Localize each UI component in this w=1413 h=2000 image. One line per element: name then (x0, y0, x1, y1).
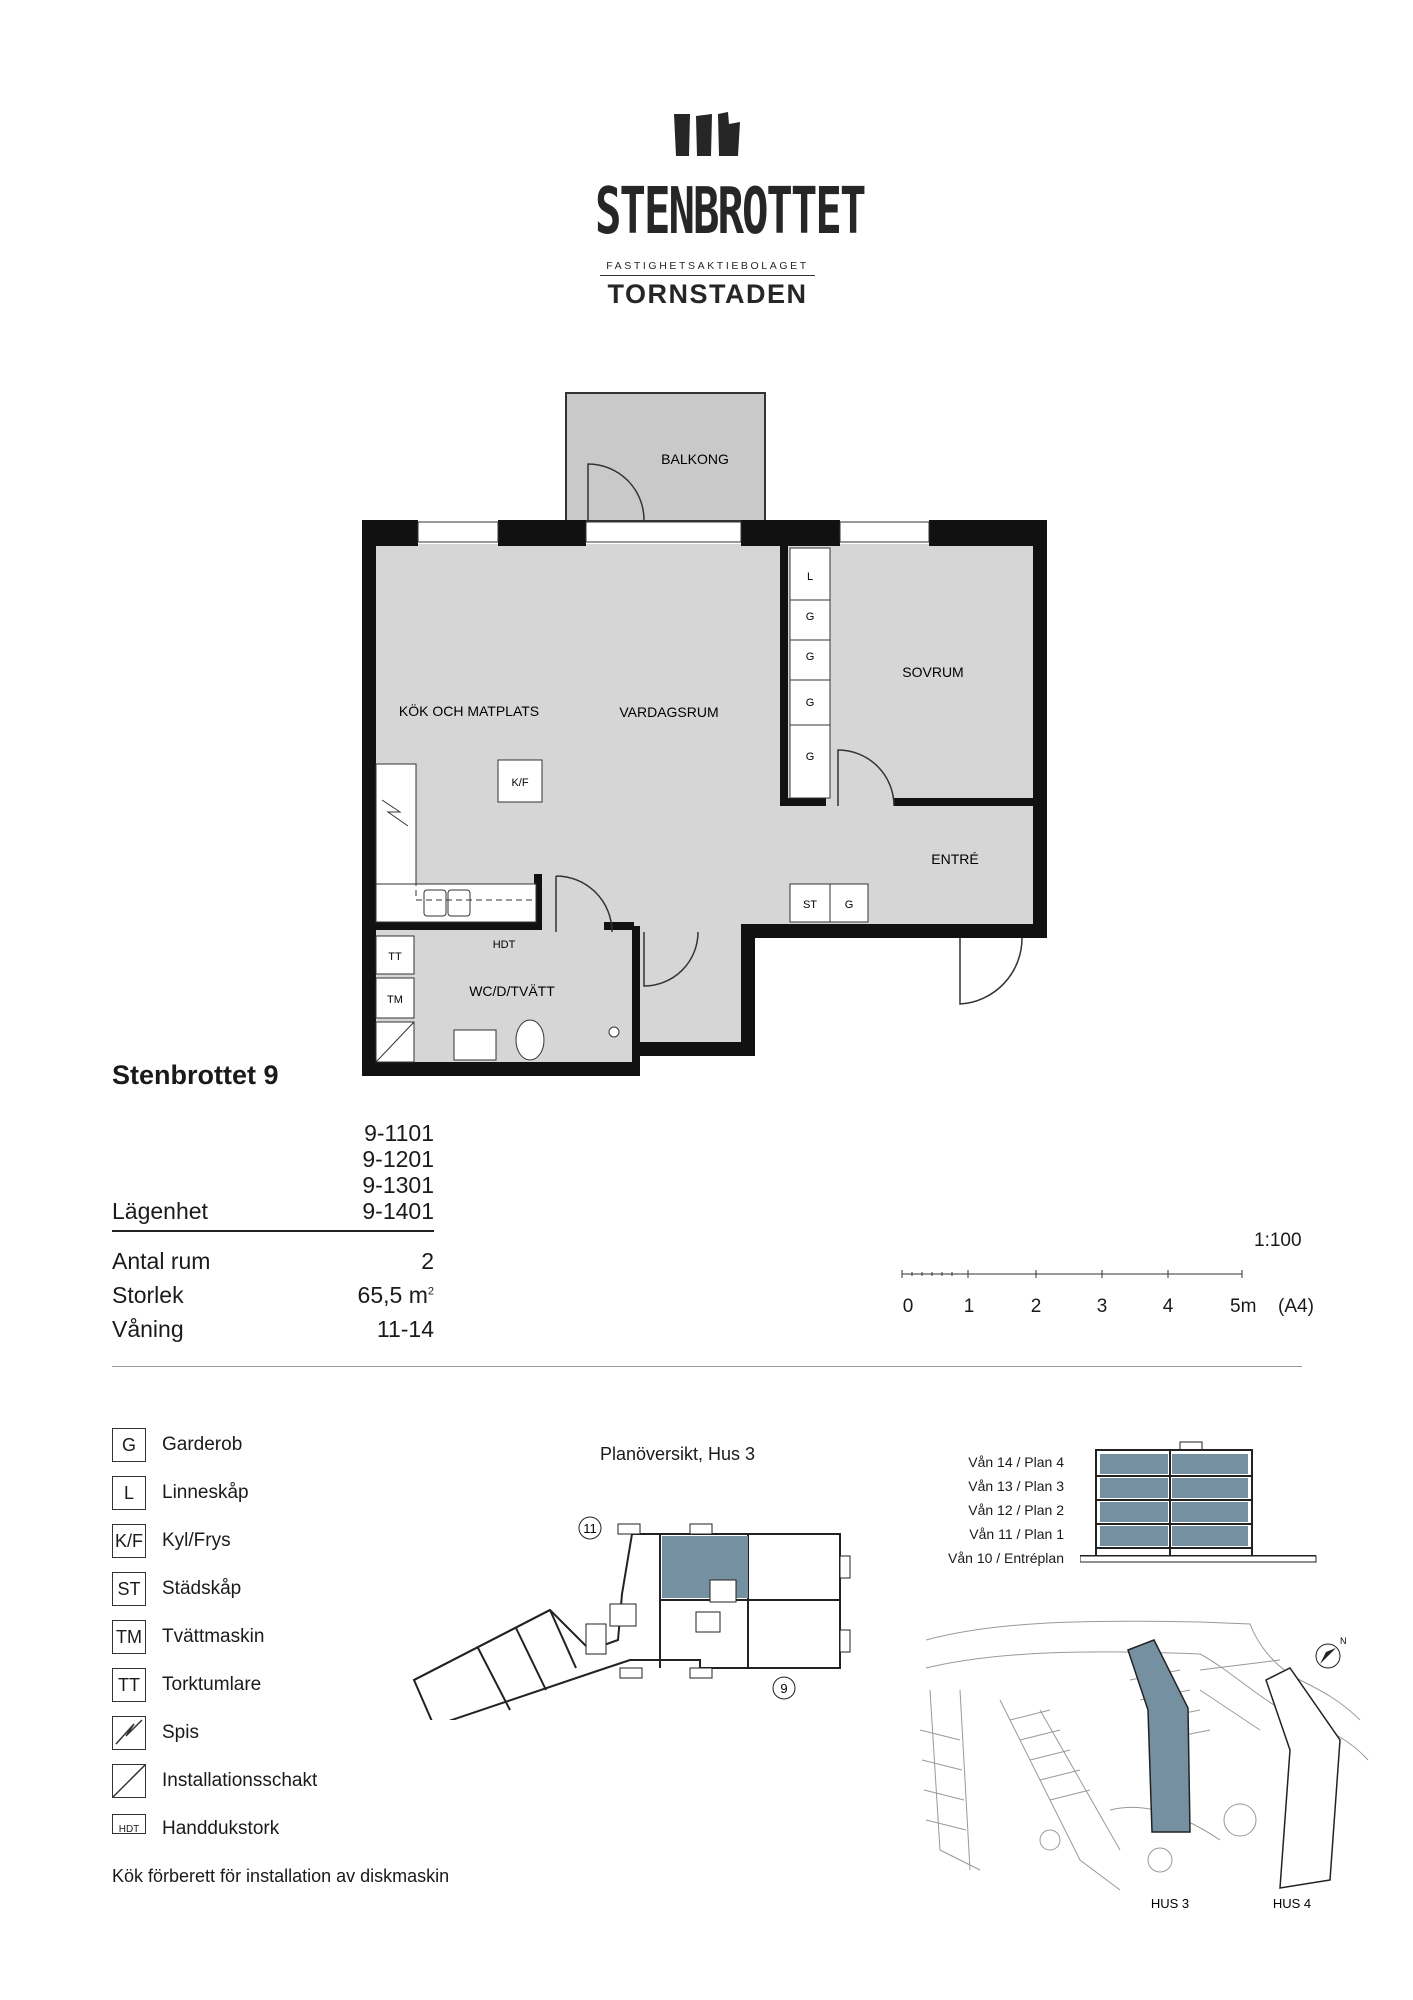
scale-tick-1: 1 (963, 1296, 975, 1317)
balcony-label: BALKONG (661, 451, 729, 467)
apartment-number-4: 9-1401 (362, 1198, 434, 1224)
apartment-number-2: 9-1201 (362, 1146, 434, 1172)
scale-tick-2: 2 (1030, 1296, 1042, 1317)
site-hus3-building (1128, 1640, 1190, 1832)
site-hus4-label: HUS 4 (1272, 1896, 1312, 1911)
logo-brand: TORNSTADEN (607, 279, 808, 309)
linen-label: L (806, 571, 814, 583)
legend-label-handdukstork: Handdukstork (162, 1818, 280, 1839)
entry-wardrobe-label: G (844, 899, 854, 911)
info-divider (112, 1230, 434, 1232)
apartment-info (0, 1120, 434, 1360)
section-divider (112, 1366, 1302, 1367)
section-floor-14: Vån 14 / Plan 4 (968, 1454, 1064, 1470)
overview-title: Planöversikt, Hus 3 (600, 1444, 756, 1464)
overview-marker-9-label: 9 (780, 1681, 788, 1696)
legend-symbol-handdukstork: HDT (112, 1814, 146, 1834)
wardrobe-label-1: G (805, 611, 815, 623)
overview-marker-11-label: 11 (583, 1521, 597, 1536)
kitchen-note: Kök förberett för installation av diskmaskin (112, 1866, 450, 1886)
section-floor-13: Vån 13 / Plan 3 (968, 1478, 1064, 1494)
legend-symbol-kylfrys: K/F (112, 1524, 146, 1558)
legend-label-kylfrys: Kyl/Frys (162, 1530, 231, 1551)
washer-label: TM (387, 994, 403, 1006)
apartment-label: Lägenhet (112, 1198, 208, 1224)
windows (418, 522, 929, 542)
size-value: 65,5 m (357, 1282, 428, 1308)
size-unit-sup: 2 (427, 1285, 434, 1298)
legend-symbol-tvattmaskin: TM (112, 1620, 146, 1654)
legend-symbol-linneskap: L (112, 1476, 146, 1510)
north-arrow-icon (1316, 1644, 1340, 1668)
entry-door (960, 938, 1022, 1004)
apartment-number-1: 9-1101 (364, 1120, 434, 1146)
entry-label: ENTRÉ (931, 851, 979, 867)
floor-value: 11-14 (376, 1316, 434, 1342)
apartment-number-3: 9-1301 (362, 1172, 434, 1198)
section-floor-12: Vån 12 / Plan 2 (968, 1502, 1064, 1518)
legend-label-garderob: Garderob (162, 1434, 243, 1455)
legend-symbol-garderob: G (112, 1428, 146, 1462)
scale-paper: (A4) (1278, 1296, 1314, 1317)
floor-label: Våning (112, 1316, 184, 1342)
shaft-icon (112, 1764, 146, 1798)
size-value-wrap (358, 1282, 434, 1309)
legend-symbol-torktumlare: TT (112, 1668, 146, 1702)
wc-label: WC/D/TVÄTT (469, 983, 555, 999)
scale-tick-0: 0 (902, 1296, 914, 1317)
property-title: Stenbrottet 9 (112, 1060, 279, 1090)
scale-bar (890, 1262, 1250, 1286)
fridge-label: K/F (511, 777, 529, 789)
logo-name: STENBROTTET (595, 175, 865, 249)
section-floor-10: Vån 10 / Entréplan (948, 1550, 1064, 1566)
scale-tick-4: 4 (1162, 1296, 1174, 1317)
dryer-label: TT (388, 951, 402, 963)
scale-tick-5: 5m (1230, 1296, 1257, 1317)
north-label: N (1340, 1636, 1347, 1646)
bedroom-label: SOVRUM (902, 664, 964, 680)
cleaning-cabinet-label: ST (802, 899, 818, 911)
stove-icon (112, 1716, 146, 1750)
site-hus4-building (1266, 1668, 1340, 1888)
kitchen-label: KÖK OCH MATPLATS (398, 703, 540, 719)
section-floor-11: Vån 11 / Plan 1 (969, 1526, 1064, 1542)
wardrobe-label-4: G (805, 751, 815, 763)
site-plan (900, 1610, 1380, 1930)
rooms-label: Antal rum (112, 1248, 211, 1274)
legend-label-spis: Spis (162, 1722, 199, 1743)
wardrobe-label-2: G (805, 651, 815, 663)
scale-ratio: 1:100 (1254, 1230, 1302, 1251)
rooms-value: 2 (421, 1248, 434, 1274)
size-label: Storlek (112, 1282, 184, 1308)
legend-label-schakt: Installationsschakt (162, 1770, 318, 1791)
legend-label-torktumlare: Torktumlare (162, 1674, 262, 1695)
legend-label-stadskap: Städskåp (162, 1578, 242, 1599)
site-hus3-label: HUS 3 (1150, 1896, 1190, 1911)
legend-symbol-stadskap: ST (112, 1572, 146, 1606)
legend-label-linneskap: Linneskåp (162, 1482, 249, 1503)
scale-tick-3: 3 (1096, 1296, 1108, 1317)
living-room-label: VARDAGSRUM (619, 704, 719, 720)
wardrobe-label-3: G (805, 697, 815, 709)
towel-dryer-label: HDT (492, 939, 516, 951)
logo-subtitle: FASTIGHETSAKTIEBOLAGET (606, 260, 809, 272)
overview-plan (400, 1500, 870, 1720)
section-diagram (1080, 1440, 1320, 1580)
legend-label-tvattmaskin: Tvättmaskin (162, 1626, 265, 1647)
